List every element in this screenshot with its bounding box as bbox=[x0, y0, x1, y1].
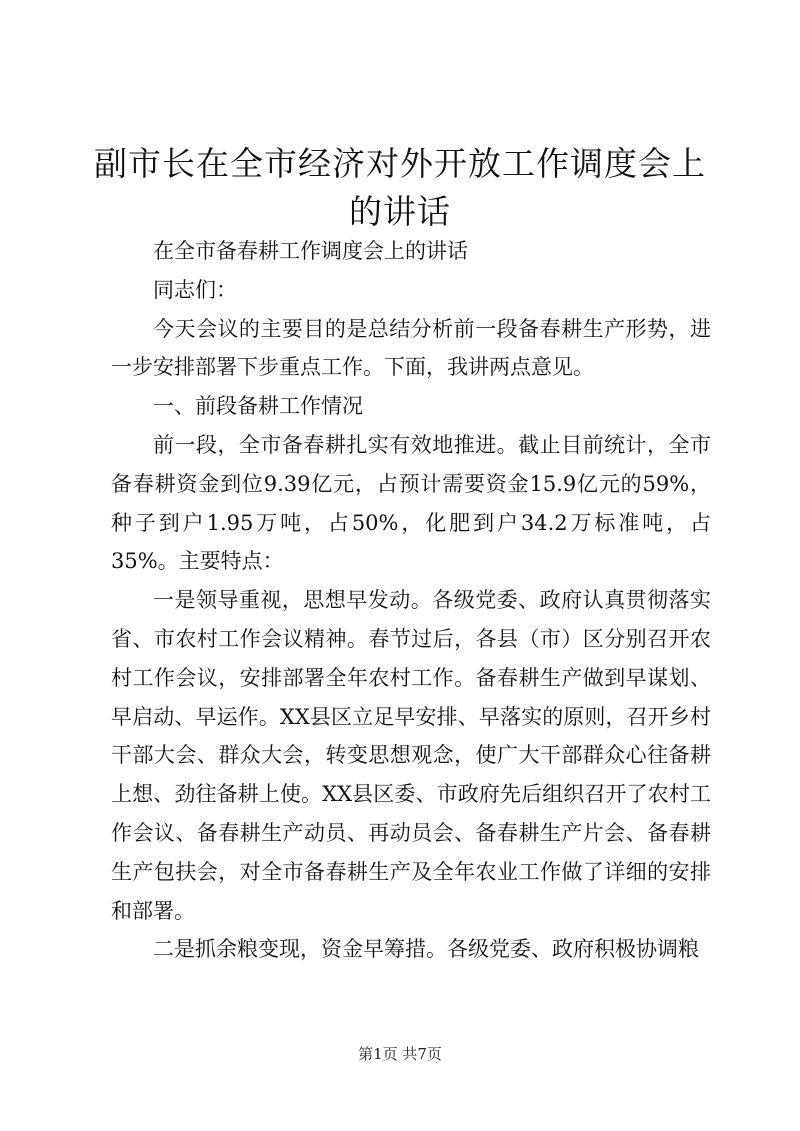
document-body bbox=[111, 232, 711, 969]
page-footer: 第1页 共7页 bbox=[358, 1045, 442, 1063]
intro-paragraph: 今天会议的主要目的是总结分析前一段备春耕生产形势，进一步安排部署下步重点工作。下面，我讲两点意见。 bbox=[111, 316, 711, 380]
section-heading: 一、前段备耕工作情况 bbox=[153, 394, 363, 419]
statistics-paragraph: 前一段，全市备春耕扎实有效地推进。截止目前统计，全市备春耕资金到位9.39亿元，占预计需要资金15.9亿元的59%，种子到户1.95万吨，占50%，化肥到户34.2万标准吨，占35%。主要特点： bbox=[111, 432, 711, 574]
feature-one-paragraph: 一是领导重视，思想早发动。各级党委、政府认真贯彻落实省、市农村工作会议精神。春节过后，各县（市）区分别召开农村工作会议，安排部署全年农村工作。备春耕生产做到早谋划、早启动、早运作。XX县区立足早安排、早落实的原则，召开乡村干部大会、群众大会，转变思想观念，使广大干部群众心往备耕上想、劲往备耕上使。XX县区委、市政府先后组织召开了农村工作会议、备春耕生产动员、再动员会、备春耕生产片会、备春耕生产包扶会，对全市备春耕生产及全年农业工作做了详细的安排和部署。 bbox=[111, 588, 711, 923]
feature-two-paragraph: 二是抓余粮变现，资金早筹措。各级党委、政府积极协调粮 bbox=[153, 937, 699, 962]
subtitle-paragraph: 在全市备春耕工作调度会上的讲话 bbox=[153, 239, 468, 263]
salutation-paragraph: 同志们： bbox=[153, 277, 237, 302]
document-title: 副市长在全市经济对外开放工作调度会上的讲话 bbox=[94, 144, 706, 231]
